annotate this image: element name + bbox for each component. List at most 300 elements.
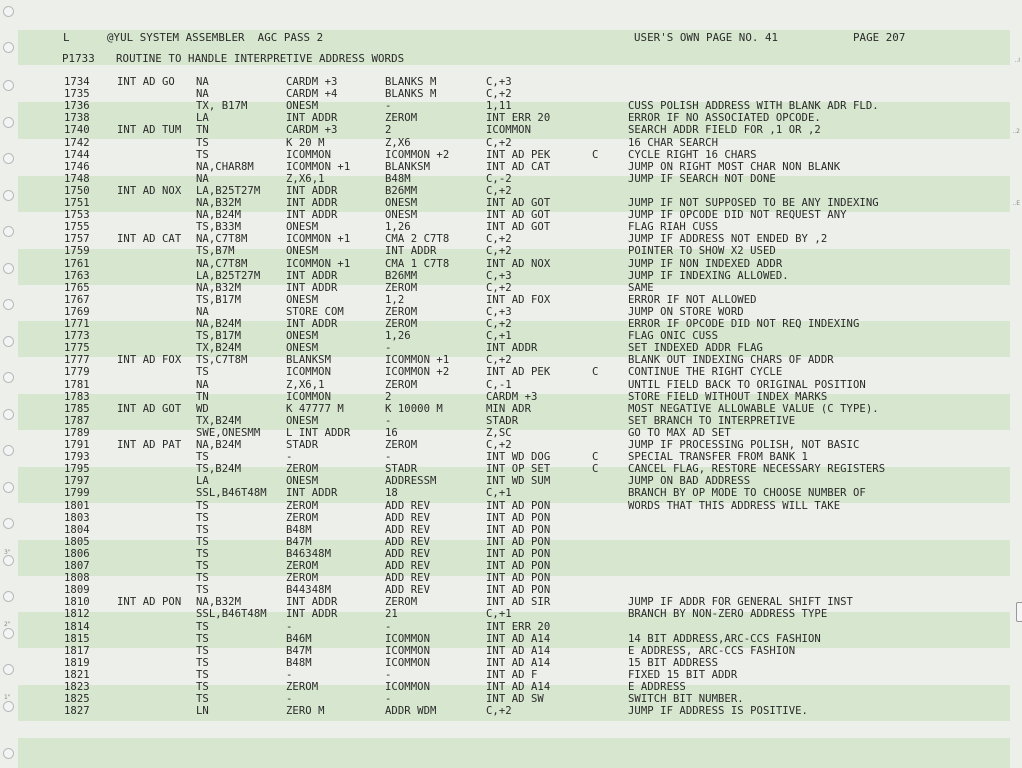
- address-field-3: C,+2: [486, 233, 512, 246]
- comment-field: SPECIAL TRANSFER FROM BANK 1: [628, 451, 808, 464]
- opcode-field: SWE,ONESMM: [196, 426, 261, 439]
- listing-line: [0, 354, 1022, 366]
- opcode-field: TS: [196, 148, 209, 161]
- assembler-title: @YUL SYSTEM ASSEMBLER AGC PASS 2: [107, 31, 324, 44]
- listing-line: [0, 548, 1022, 560]
- opcode-field: NA,B32M: [196, 281, 241, 294]
- address-field-3: INT ERR 20: [486, 620, 551, 633]
- listing-line: [0, 596, 1022, 608]
- line-number: 1759: [64, 245, 90, 258]
- address-field-3: INT ADDR: [486, 342, 538, 355]
- opcode-field: TS: [196, 644, 209, 657]
- address-field-3: CARDM +3: [486, 390, 538, 403]
- address-field-3: C,+3: [486, 269, 512, 282]
- address-field-2: -: [385, 342, 392, 355]
- address-field-2: 16: [385, 426, 398, 439]
- address-field-2: ADD REV: [385, 511, 430, 524]
- line-number: 1775: [64, 342, 90, 355]
- opcode-field: TS: [196, 584, 209, 597]
- listing-line: [0, 427, 1022, 439]
- line-number: 1736: [64, 100, 90, 113]
- address-field-1: ICOMMON +1: [286, 160, 351, 173]
- listing-line: [0, 124, 1022, 136]
- line-number: 1763: [64, 269, 90, 282]
- line-number: 1819: [64, 656, 90, 669]
- address-field-1: L INT ADDR: [286, 426, 351, 439]
- address-field-2: INT ADDR: [385, 245, 437, 258]
- listing-line: [0, 524, 1022, 536]
- opcode-field: TS: [196, 681, 209, 693]
- address-field-2: -: [385, 414, 392, 427]
- listing-line: [0, 294, 1022, 306]
- listing-line: [0, 149, 1022, 161]
- address-field-2: B48M: [385, 172, 411, 185]
- line-number: 1746: [64, 160, 90, 173]
- address-field-3: INT AD GOT: [486, 197, 551, 209]
- address-field-2: 2: [385, 124, 392, 137]
- listing-line: [0, 197, 1022, 209]
- address-field-1: ONESM: [286, 330, 319, 343]
- address-field-3: C,+2: [486, 354, 512, 367]
- comment-field: JUMP IF NOT SUPPOSED TO BE ANY INDEXING: [628, 197, 879, 209]
- address-field-3: C,-1: [486, 378, 512, 391]
- address-field-3: INT AD SW: [486, 693, 544, 706]
- opcode-field: TS: [196, 511, 209, 524]
- address-field-3: STADR: [486, 414, 519, 427]
- line-number: 1734: [64, 76, 90, 88]
- listing-line: [0, 342, 1022, 354]
- line-number: 1785: [64, 402, 90, 415]
- address-field-2: ADDRESSM: [385, 475, 437, 488]
- opcode-field: SSL,B46T48M: [196, 608, 267, 621]
- comment-field: FIXED 15 BIT ADDR: [628, 668, 738, 681]
- address-field-2: ADD REV: [385, 584, 430, 597]
- opcode-field: TS: [196, 572, 209, 585]
- line-number: 1795: [64, 463, 90, 476]
- address-field-2: ICOMMON +1: [385, 354, 450, 367]
- address-field-3: INT AD PON: [486, 572, 551, 585]
- line-number: 1801: [64, 499, 90, 512]
- address-field-1: INT ADDR: [286, 318, 338, 330]
- address-field-3: Z,SC: [486, 426, 512, 439]
- address-field-2: 18: [385, 487, 398, 500]
- listing-line: [0, 76, 1022, 88]
- comment-field: 15 BIT ADDRESS: [628, 656, 718, 669]
- address-field-3: C,+2: [486, 439, 512, 451]
- line-number: 1805: [64, 535, 90, 548]
- line-number: 1804: [64, 523, 90, 536]
- address-field-2: ZEROM: [385, 439, 418, 451]
- comment-field: JUMP IF ADDRESS IS POSITIVE.: [628, 705, 808, 718]
- address-field-1: ONESM: [286, 414, 319, 427]
- address-field-2: ONESM: [385, 209, 418, 222]
- address-field-2: ICOMMON: [385, 656, 430, 669]
- line-number: 1809: [64, 584, 90, 597]
- line-number: 1797: [64, 475, 90, 488]
- comment-field: SEARCH ADDR FIELD FOR ,1 OR ,2: [628, 124, 821, 137]
- address-field-3: C,+2: [486, 281, 512, 294]
- comment-field: SET BRANCH TO INTERPRETIVE: [628, 414, 796, 427]
- line-number: 1815: [64, 632, 90, 645]
- line-number: 1787: [64, 414, 90, 427]
- opcode-field: NA,B24M: [196, 318, 241, 330]
- address-field-3: INT AD FOX: [486, 293, 551, 306]
- address-field-1: ZEROM: [286, 511, 319, 524]
- line-number: 1750: [64, 184, 90, 197]
- address-field-1: ONESM: [286, 245, 319, 258]
- section-line: [0, 53, 1022, 65]
- address-field-2: Z,X6: [385, 136, 411, 149]
- address-field-2: ADD REV: [385, 523, 430, 536]
- opcode-field: TS: [196, 451, 209, 464]
- line-number: 1740: [64, 124, 90, 137]
- address-field-2: K 10000 M: [385, 402, 443, 415]
- address-field-3: INT AD A14: [486, 656, 551, 669]
- address-field-2: -: [385, 693, 392, 706]
- address-field-1: Z,X6,1: [286, 172, 325, 185]
- listing-line: [0, 536, 1022, 548]
- opcode-field: TS,B17M: [196, 293, 241, 306]
- address-field-1: B47M: [286, 644, 312, 657]
- address-field-2: STADR: [385, 463, 418, 476]
- address-field-1: INT ADDR: [286, 269, 338, 282]
- opcode-field: TS: [196, 668, 209, 681]
- opcode-field: TS: [196, 620, 209, 633]
- listing-line: [0, 245, 1022, 257]
- address-field-1: -: [286, 620, 293, 633]
- listing-line: [0, 306, 1022, 318]
- opcode-field: TS: [196, 547, 209, 560]
- line-number: 1781: [64, 378, 90, 391]
- address-field-2: -: [385, 668, 392, 681]
- address-field-3: INT WD DOG: [486, 451, 551, 464]
- address-field-1: ONESM: [286, 293, 319, 306]
- address-field-3: INT AD NOX: [486, 257, 551, 270]
- address-field-2: ADD REV: [385, 547, 430, 560]
- listing-line: [0, 681, 1022, 693]
- section-title: ROUTINE TO HANDLE INTERPRETIVE ADDRESS WORDS: [116, 52, 405, 65]
- address-field-2: ZEROM: [385, 318, 418, 330]
- address-field-1: CARDM +4: [286, 88, 338, 101]
- opcode-field: TS,C7T8M: [196, 354, 248, 367]
- listing-line: [0, 391, 1022, 403]
- opcode-field: TS: [196, 499, 209, 512]
- comment-field: UNTIL FIELD BACK TO ORIGINAL POSITION: [628, 378, 866, 391]
- comment-field: JUMP IF PROCESSING POLISH, NOT BASIC: [628, 439, 860, 451]
- address-field-1: B46M: [286, 632, 312, 645]
- address-field-1: ONESM: [286, 221, 319, 234]
- line-number: 1825: [64, 693, 90, 706]
- comment-field: SWITCH BIT NUMBER.: [628, 693, 744, 706]
- opcode-field: NA,B24M: [196, 209, 241, 222]
- address-field-3: C,+2: [486, 88, 512, 101]
- address-field-2: ADD REV: [385, 572, 430, 585]
- address-field-1: ICOMMON: [286, 148, 331, 161]
- address-field-1: Z,X6,1: [286, 378, 325, 391]
- opcode-field: NA: [196, 88, 209, 101]
- opcode-field: NA,B24M: [196, 439, 241, 451]
- address-field-1: CARDM +3: [286, 124, 338, 137]
- feed-hole: [3, 748, 14, 759]
- opcode-field: LA,B25T27M: [196, 184, 261, 197]
- address-field-1: INT ADDR: [286, 197, 338, 209]
- line-number: 1799: [64, 487, 90, 500]
- address-field-2: 1,2: [385, 293, 405, 306]
- listing-line: [0, 318, 1022, 330]
- comment-field: JUMP IF ADDRESS NOT ENDED BY ,2: [628, 233, 828, 246]
- opcode-field: TS: [196, 535, 209, 548]
- address-field-1: -: [286, 451, 293, 464]
- address-field-2: ONESM: [385, 197, 418, 209]
- header-mark: L: [63, 31, 70, 44]
- opcode-field: TN: [196, 390, 209, 403]
- listing-line: [0, 173, 1022, 185]
- opcode-field: NA: [196, 378, 209, 391]
- address-field-3: INT AD PON: [486, 499, 551, 512]
- opcode-field: NA,B32M: [196, 197, 241, 209]
- listing-line: [0, 88, 1022, 100]
- opcode-field: LA,B25T27M: [196, 269, 261, 282]
- address-field-2: B26MM: [385, 184, 418, 197]
- address-field-3: INT AD PON: [486, 511, 551, 524]
- address-field-1: ONESM: [286, 475, 319, 488]
- comment-field: STORE FIELD WITHOUT INDEX MARKS: [628, 390, 828, 403]
- address-field-2: B26MM: [385, 269, 418, 282]
- listing-line: [0, 657, 1022, 669]
- address-field-2: ADD REV: [385, 499, 430, 512]
- comment-field: JUMP IF ADDR FOR GENERAL SHIFT INST: [628, 596, 853, 609]
- address-field-3: C,+2: [486, 245, 512, 258]
- listing-line: [0, 270, 1022, 282]
- comment-field: CYCLE RIGHT 16 CHARS: [628, 148, 757, 161]
- address-field-2: ZEROM: [385, 281, 418, 294]
- line-number: 1808: [64, 572, 90, 585]
- address-field-1: INT ADDR: [286, 487, 338, 500]
- line-number: 1748: [64, 172, 90, 185]
- comment-field: SAME: [628, 281, 654, 294]
- listing-line: [0, 100, 1022, 112]
- address-field-2: ZEROM: [385, 112, 418, 125]
- margin-mark-1: 1": [4, 694, 11, 701]
- margin-mark-3: 3": [4, 549, 11, 556]
- listing-line: [0, 403, 1022, 415]
- listing-line: [0, 221, 1022, 233]
- address-field-1: INT ADDR: [286, 608, 338, 621]
- comment-field: JUMP IF NON INDEXED ADDR: [628, 257, 783, 270]
- listing-line: [0, 621, 1022, 633]
- address-field-1: STORE COM: [286, 305, 344, 318]
- listing-line: [0, 463, 1022, 475]
- comment-field: E ADDRESS: [628, 681, 686, 693]
- address-field-1: ICOMMON: [286, 390, 331, 403]
- line-number: 1738: [64, 112, 90, 125]
- address-field-3: ICOMMON: [486, 124, 531, 137]
- address-field-3: C,+1: [486, 487, 512, 500]
- line-number: 1761: [64, 257, 90, 270]
- opcode-field: TX,B24M: [196, 414, 241, 427]
- listing-line: [0, 705, 1022, 717]
- line-number: 1810: [64, 596, 90, 609]
- opcode-field: NA: [196, 172, 209, 185]
- address-field-2: -: [385, 451, 392, 464]
- opcode-field: TS,B33M: [196, 221, 241, 234]
- opcode-field: NA,CHAR8M: [196, 160, 254, 173]
- right-margin-mark: ..2: [1012, 128, 1020, 135]
- right-margin-mark: ..I: [1014, 57, 1020, 64]
- opcode-field: NA,C7T8M: [196, 257, 248, 270]
- margin-mark-2: 2": [4, 621, 11, 628]
- address-field-3: INT ERR 20: [486, 112, 551, 125]
- line-number: 1814: [64, 620, 90, 633]
- address-field-3: INT AD A14: [486, 632, 551, 645]
- comment-field: JUMP IF SEARCH NOT DONE: [628, 172, 776, 185]
- line-number: 1821: [64, 668, 90, 681]
- listing-line: [0, 379, 1022, 391]
- line-number: 1807: [64, 560, 90, 572]
- address-field-3: INT AD PON: [486, 535, 551, 548]
- listing-line: [0, 112, 1022, 124]
- comment-field: BRANCH BY NON-ZERO ADDRESS TYPE: [628, 608, 828, 621]
- opcode-field: TS: [196, 656, 209, 669]
- listing-line: [0, 366, 1022, 378]
- address-field-3: INT AD GOT: [486, 221, 551, 234]
- listing-line: [0, 608, 1022, 620]
- comment-field: WORDS THAT THIS ADDRESS WILL TAKE: [628, 499, 841, 512]
- address-field-1: INT ADDR: [286, 209, 338, 222]
- label-field: INT AD PON: [117, 596, 182, 609]
- listing-line: [0, 282, 1022, 294]
- listing-line: [0, 669, 1022, 681]
- address-field-2: CMA 2 C7T8: [385, 233, 450, 246]
- address-field-1: ZEROM: [286, 681, 319, 693]
- line-number: 1827: [64, 705, 90, 718]
- address-field-3: C,+3: [486, 305, 512, 318]
- address-field-3: C,-2: [486, 172, 512, 185]
- comment-field: BLANK OUT INDEXING CHARS OF ADDR: [628, 354, 834, 367]
- address-field-1: ZEROM: [286, 463, 319, 476]
- comment-field: FLAG ONIC CUSS: [628, 330, 718, 343]
- opcode-field: TS: [196, 366, 209, 379]
- address-field-1: ONESM: [286, 100, 319, 113]
- comment-field: JUMP ON BAD ADDRESS: [628, 475, 751, 488]
- address-field-2: 1,26: [385, 330, 411, 343]
- address-field-1: INT ADDR: [286, 596, 338, 609]
- listing-line: [0, 161, 1022, 173]
- address-field-1: ZEROM: [286, 572, 319, 585]
- address-field-1: ICOMMON +1: [286, 257, 351, 270]
- opcode-field: TS,B24M: [196, 463, 241, 476]
- address-field-3: C,+1: [486, 608, 512, 621]
- comment-field: JUMP ON STORE WORD: [628, 305, 744, 318]
- address-field-1: CARDM +3: [286, 76, 338, 88]
- address-field-3: C,+2: [486, 184, 512, 197]
- address-field-1: ONESM: [286, 342, 319, 355]
- opcode-field: TS: [196, 693, 209, 706]
- comment-field: MOST NEGATIVE ALLOWABLE VALUE (C TYPE).: [628, 402, 879, 415]
- comment-field: FLAG RIAH CUSS: [628, 221, 718, 234]
- line-number: 1735: [64, 88, 90, 101]
- comment-field: GO TO MAX AD SET: [628, 426, 731, 439]
- address-field-1: B44348M: [286, 584, 331, 597]
- address-field-1: ZEROM: [286, 560, 319, 572]
- user-page-number: USER'S OWN PAGE NO. 41: [634, 31, 779, 44]
- opcode-field: SSL,B46T48M: [196, 487, 267, 500]
- listing-line: [0, 500, 1022, 512]
- address-field-3: INT AD A14: [486, 644, 551, 657]
- opcode-field: NA,C7T8M: [196, 233, 248, 246]
- line-number: 1783: [64, 390, 90, 403]
- address-field-1: ZERO M: [286, 705, 325, 718]
- line-number: 1791: [64, 439, 90, 451]
- comment-field: E ADDRESS, ARC-CCS FASHION: [628, 644, 796, 657]
- listing-line: [0, 512, 1022, 524]
- address-field-3: C,+2: [486, 705, 512, 718]
- address-field-2: BLANKSM: [385, 160, 430, 173]
- line-number: 1755: [64, 221, 90, 234]
- address-field-1: -: [286, 693, 293, 706]
- address-field-2: ADDR WDM: [385, 705, 437, 718]
- address-field-1: STADR: [286, 439, 319, 451]
- opcode-field: NA: [196, 76, 209, 88]
- comment-field: CONTINUE THE RIGHT CYCLE: [628, 366, 783, 379]
- address-field-3: INT AD CAT: [486, 160, 551, 173]
- label-field: INT AD FOX: [117, 354, 182, 367]
- address-field-2: BLANKS M: [385, 76, 437, 88]
- comment-field: CUSS POLISH ADDRESS WITH BLANK ADR FLD.: [628, 100, 879, 113]
- line-number: 1753: [64, 209, 90, 222]
- listing-line: [0, 633, 1022, 645]
- address-field-1: INT ADDR: [286, 184, 338, 197]
- address-field-3: INT AD SIR: [486, 596, 551, 609]
- address-field-3: INT AD A14: [486, 681, 551, 693]
- opcode-field: TS: [196, 560, 209, 572]
- feed-hole: [3, 6, 14, 17]
- flag-field: C: [592, 148, 599, 161]
- opcode-field: TS: [196, 136, 209, 149]
- opcode-field: TX,B24M: [196, 342, 241, 355]
- flag-field: C: [592, 463, 599, 476]
- address-field-2: ICOMMON: [385, 681, 430, 693]
- address-field-1: B46348M: [286, 547, 331, 560]
- label-field: INT AD GO: [117, 76, 175, 88]
- opcode-field: NA: [196, 305, 209, 318]
- listing-line: [0, 572, 1022, 584]
- opcode-field: LA: [196, 475, 209, 488]
- address-field-3: INT AD PON: [486, 523, 551, 536]
- comment-field: ERROR IF NOT ALLOWED: [628, 293, 757, 306]
- comment-field: SET INDEXED ADDR FLAG: [628, 342, 763, 355]
- listing-line: [0, 451, 1022, 463]
- line-number: 1773: [64, 330, 90, 343]
- address-field-3: MIN ADR: [486, 402, 531, 415]
- comment-field: BRANCH BY OP MODE TO CHOOSE NUMBER OF: [628, 487, 866, 500]
- address-field-2: BLANKS M: [385, 88, 437, 101]
- address-field-1: INT ADDR: [286, 112, 338, 125]
- listing-line: [0, 693, 1022, 705]
- listing-line: [0, 645, 1022, 657]
- listing-line: [0, 330, 1022, 342]
- line-number: 1812: [64, 608, 90, 621]
- address-field-3: INT OP SET: [486, 463, 551, 476]
- header-line: [0, 32, 1022, 44]
- line-number: 1793: [64, 451, 90, 464]
- address-field-1: ZEROM: [286, 499, 319, 512]
- comment-field: ERROR IF NO ASSOCIATED OPCODE.: [628, 112, 821, 125]
- card-number: P1733: [62, 52, 95, 65]
- opcode-field: TS,B7M: [196, 245, 235, 258]
- listing-line: [0, 560, 1022, 572]
- listing-line: [0, 584, 1022, 596]
